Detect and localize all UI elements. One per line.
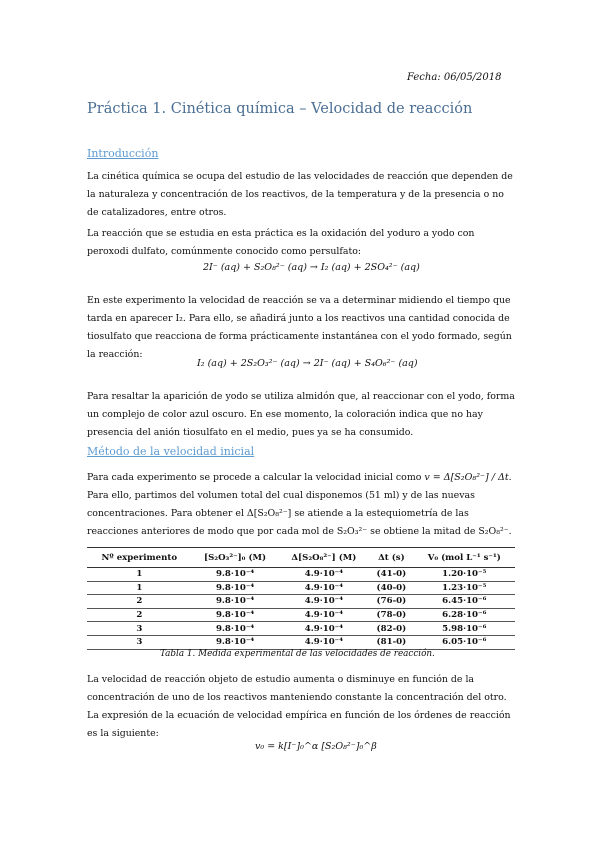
- cell-delta-t: (40-0): [369, 581, 413, 595]
- intro-paragraph-4: Para resaltar la aparición de yodo se utiliza almidón que, al reaccionar con el yodo, forma un complejo de color azul oscuro. En ese momento, la coloración indica que no hay presencia del anión tiosulfato en el medio, pues ya se ha consumido.: [87, 391, 515, 438]
- cell-experiment: 1: [87, 581, 192, 595]
- velocity-formula: v = Δ[S₂O₈²⁻] / Δt: [424, 472, 509, 483]
- cell-experiment: 1: [87, 568, 192, 582]
- cell-delta-t: (41-0): [369, 568, 413, 582]
- table-row: [87, 622, 515, 636]
- table-row: [87, 581, 515, 595]
- table-row: [87, 635, 515, 649]
- cell-v0: 1.20·10⁻⁵: [414, 568, 516, 582]
- col-header-v0: V₀ (mol L⁻¹ s⁻¹): [414, 548, 516, 568]
- cell-experiment: 2: [87, 595, 192, 609]
- cell-delta-persulfate: 4.9·10⁻⁴: [279, 608, 370, 622]
- cell-v0: 6.45·10⁻⁶: [414, 595, 516, 609]
- cell-delta-t: (78-0): [369, 608, 413, 622]
- cell-delta-t: (81-0): [369, 635, 413, 649]
- intro-paragraph-3: En este experimento la velocidad de reacción se va a determinar midiendo el tiempo que tarda en aparecer I₂. Para ello, se añadirá junto a los reactivos una cantidad conocida de tiosulfato que reacciona de forma prácticamente instantánea con el yodo formado, según la reacción:: [87, 295, 512, 360]
- velocity-table: [87, 547, 515, 650]
- table-row: [87, 608, 515, 622]
- col-header-experiment: Nº experimento: [87, 548, 192, 568]
- intro-paragraph-1: La cinética química se ocupa del estudio de las velocidades de reacción que dependen de la naturaleza y concentración de los reactivos, de la temperatura y de la presencia o no de catalizadores, entre otros.: [87, 171, 513, 218]
- method-heading: Método de la velocidad inicial: [87, 445, 255, 458]
- method-text-b: . Para ello, partimos del volumen total del cual disponemos (51 ml) y de las nuevas concentraciones. Para obtener el Δ[S₂O₈²⁻] se atiende a la estequiometría de las reacciones anteriores de modo que por cada mol de S₂O₃²⁻ se obtiene la mitad de S₂O₈²⁻.: [87, 472, 512, 537]
- page-title: Práctica 1. Cinética química – Velocidad de reacción: [87, 101, 473, 117]
- cell-v0: 6.28·10⁻⁶: [414, 608, 516, 622]
- cell-v0: 5.98·10⁻⁶: [414, 622, 516, 636]
- rate-paragraph: La velocidad de reacción objeto de estudio aumenta o disminuye en función de la concentración de uno de los reactivos manteniendo constante la concentración del otro. La expresión de la ecuación de velocidad empírica en función de los órdenes de reacción es la siguiente:: [87, 674, 511, 739]
- cell-experiment: 2: [87, 608, 192, 622]
- table-row: [87, 595, 515, 609]
- table-caption: Tabla 1. Medida experimental de las velocidades de reacción.: [160, 649, 435, 659]
- cell-delta-t: (76-0): [369, 595, 413, 609]
- cell-v0: 6.05·10⁻⁶: [414, 635, 516, 649]
- equation-1: 2I⁻ (aq) + S₂O₈²⁻ (aq) → I₂ (aq) + 2SO₄²⁻ (aq): [203, 262, 420, 273]
- intro-heading: Introducción: [87, 147, 159, 160]
- table-row: [87, 568, 515, 582]
- col-header-thiosulfate: [S₂O₃²⁻]₀ (M): [192, 548, 279, 568]
- cell-delta-persulfate: 4.9·10⁻⁴: [279, 622, 370, 636]
- date-label: Fecha: 06/05/2018: [407, 72, 502, 83]
- cell-delta-t: (82-0): [369, 622, 413, 636]
- cell-thiosulfate: 9.8·10⁻⁴: [192, 608, 279, 622]
- cell-experiment: 3: [87, 635, 192, 649]
- cell-thiosulfate: 9.8·10⁻⁴: [192, 635, 279, 649]
- table-header-row: [87, 548, 515, 568]
- method-text-a: Para cada experimento se procede a calcular la velocidad inicial como: [87, 472, 425, 483]
- cell-thiosulfate: 9.8·10⁻⁴: [192, 595, 279, 609]
- cell-v0: 1.23·10⁻⁵: [414, 581, 516, 595]
- method-paragraph: [87, 469, 517, 541]
- cell-experiment: 3: [87, 622, 192, 636]
- rate-equation: v₀ = k[I⁻]₀^α [S₂O₈²⁻]₀^β: [255, 741, 377, 752]
- intro-paragraph-2: La reacción que se estudia en esta práctica es la oxidación del yoduro a yodo con peroxodi dulfato, comúnmente conocido como persulfato:: [87, 228, 475, 257]
- cell-delta-persulfate: 4.9·10⁻⁴: [279, 568, 370, 582]
- col-header-delta-t: Δt (s): [369, 548, 413, 568]
- cell-thiosulfate: 9.8·10⁻⁴: [192, 581, 279, 595]
- cell-delta-persulfate: 4.9·10⁻⁴: [279, 635, 370, 649]
- equation-2: I₂ (aq) + 2S₂O₃²⁻ (aq) → 2I⁻ (aq) + S₄O₆²⁻ (aq): [197, 358, 418, 369]
- cell-delta-persulfate: 4.9·10⁻⁴: [279, 581, 370, 595]
- cell-delta-persulfate: 4.9·10⁻⁴: [279, 595, 370, 609]
- cell-thiosulfate: 9.8·10⁻⁴: [192, 622, 279, 636]
- col-header-delta-persulfate: Δ[S₂O₈²⁻] (M): [279, 548, 370, 568]
- cell-thiosulfate: 9.8·10⁻⁴: [192, 568, 279, 582]
